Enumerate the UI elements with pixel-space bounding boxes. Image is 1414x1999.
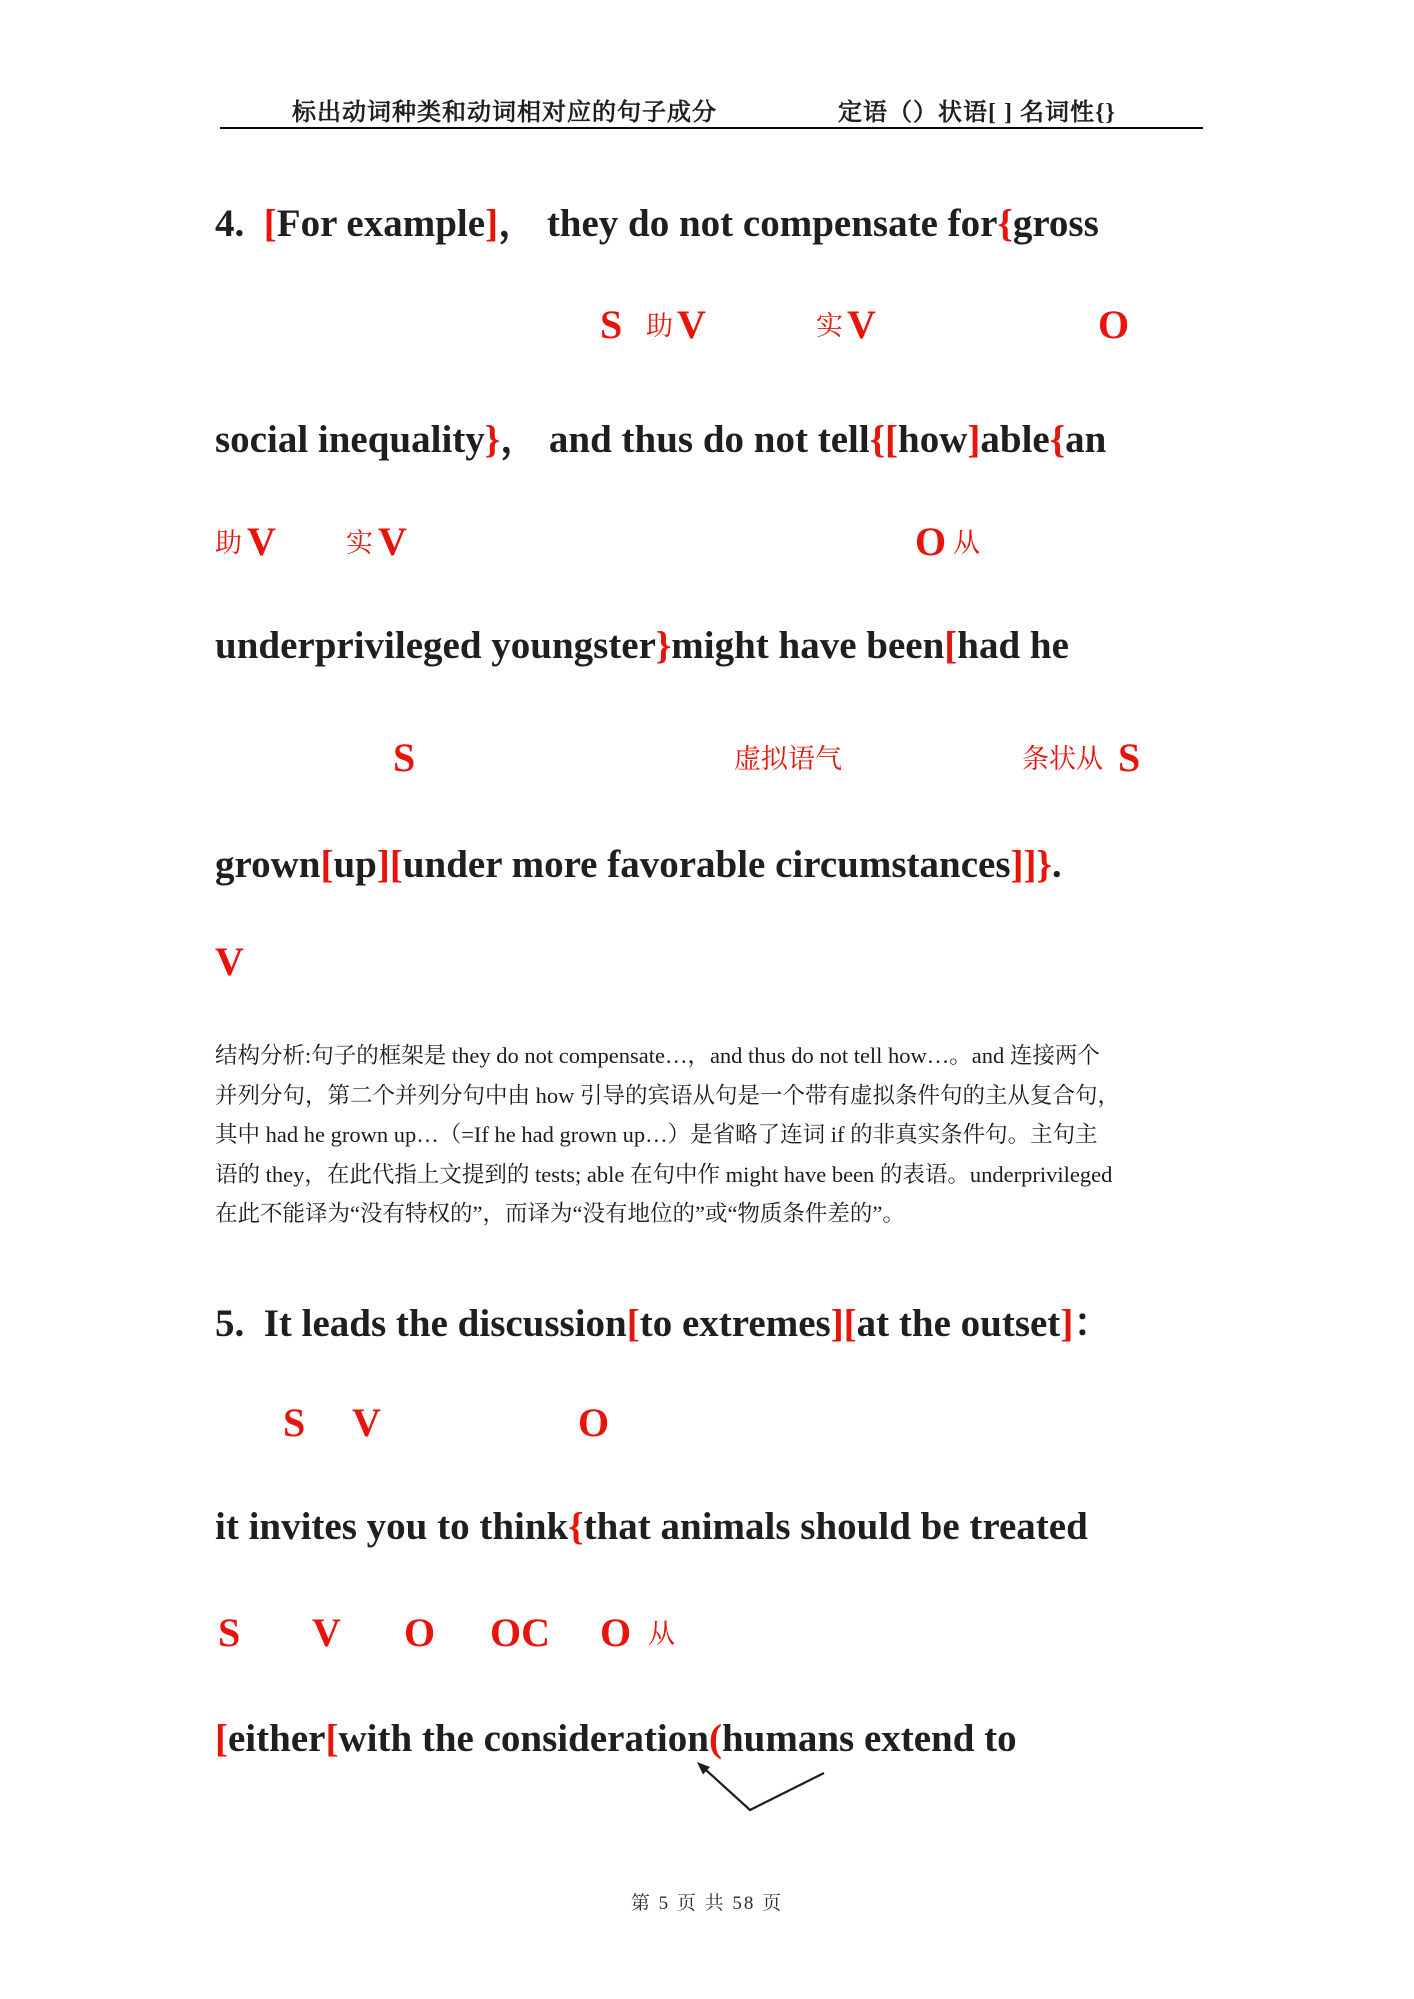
annotation-row-4: [0, 937, 1414, 985]
page-footer: 第 5 页 共 58 页: [630, 1893, 784, 1914]
grammar-label: 助: [215, 528, 242, 558]
grammar-label: O: [600, 1610, 632, 1655]
analysis-line: 语的 they，在此代指上文提到的 tests; able 在句中作 might have been 的表语。underprivileged: [215, 1161, 1113, 1187]
annotation-row-1: [0, 300, 1414, 348]
sentence-text: at the outset: [856, 1302, 1061, 1345]
bracket-mark: [: [626, 1302, 640, 1345]
sentence-text: grown: [215, 843, 321, 886]
grammar-label: O: [1098, 302, 1130, 347]
sentence-text: 5. It leads the discussion: [215, 1302, 627, 1345]
sentence-text: able: [980, 418, 1050, 461]
bracket-mark: ][: [830, 1302, 857, 1345]
sentence-4-line-2: [215, 408, 1106, 464]
header-rule: [220, 127, 1203, 129]
bracket-mark: ]: [1060, 1302, 1074, 1345]
annotation-row-2: [0, 517, 1414, 565]
bracket-mark: [: [944, 624, 958, 667]
sentence-text: up: [333, 843, 377, 886]
bracket-mark: ]: [485, 202, 499, 245]
grammar-label: 条状从: [1022, 744, 1103, 774]
annotation-row-3: [0, 733, 1414, 781]
bracket-mark: ]: [967, 418, 981, 461]
grammar-label: V: [312, 1610, 341, 1655]
sentence-text: social inequality: [215, 418, 485, 461]
bracket-mark: [: [320, 843, 334, 886]
grammar-label: 虚拟语气: [734, 744, 842, 774]
grammar-label: V: [378, 519, 407, 564]
grammar-label: 实: [816, 311, 843, 341]
sentence-text: under more favorable circumstances: [402, 843, 1011, 886]
analysis-line: 在此不能译为“没有特权的”，而译为“没有地位的”或“物质条件差的”。: [215, 1201, 905, 1226]
header-right-legend: 定语（）状语[ ] 名词性{}: [838, 100, 1116, 126]
bracket-mark: [: [325, 1717, 339, 1760]
grammar-label: OC: [490, 1610, 550, 1655]
analysis-paragraph: [215, 1036, 1215, 1234]
grammar-label: O: [578, 1400, 610, 1445]
annotation-row-6: [0, 1608, 1414, 1656]
sentence-text: an: [1065, 418, 1107, 461]
grammar-label: S: [600, 302, 623, 347]
bracket-mark: {: [1049, 418, 1066, 461]
grammar-label: S: [283, 1400, 306, 1445]
sentence-text: might have been: [671, 624, 945, 667]
sentence-text: 4.: [215, 202, 264, 245]
sentence-text: either: [228, 1717, 326, 1760]
sentence-5-line-1: [215, 1292, 1112, 1348]
sentence-text: gross: [1012, 202, 1099, 245]
analysis-line: 其中 had he grown up…（=If he had grown up…）是省略了连词 if 的非真实条件句。主句主: [215, 1122, 1098, 1147]
sentence-text: how: [898, 418, 968, 461]
grammar-label: 从: [648, 1619, 675, 1649]
sentence-5-line-3: [215, 1716, 1017, 1761]
sentence-text: ：: [1073, 1302, 1113, 1345]
sentence-text: had he: [957, 624, 1069, 667]
sentence-4-line-3: [215, 623, 1069, 668]
sentence-text: ， they do not compensate for: [498, 202, 998, 245]
sentence-text: that animals should be treated: [583, 1505, 1088, 1548]
sentence-text: with the consideration: [338, 1717, 709, 1760]
grammar-label: 助: [646, 311, 673, 341]
bracket-mark: {: [568, 1505, 584, 1548]
sentence-4-line-1: [215, 192, 1099, 248]
grammar-label: S: [393, 735, 416, 780]
analysis-line: 并列分句，第二个并列分句中由 how 引导的宾语从句是一个带有虚拟条件句的主从复合句，: [215, 1082, 1121, 1108]
grammar-label: O: [404, 1610, 436, 1655]
grammar-label: V: [847, 302, 876, 347]
grammar-label: S: [218, 1610, 241, 1655]
sentence-text: it invites you to think: [215, 1505, 569, 1548]
grammar-label: V: [677, 302, 706, 347]
grammar-label: V: [215, 939, 244, 984]
bracket-mark: {[: [869, 418, 899, 461]
sentence-text: ， and thus do not tell: [500, 418, 870, 461]
sentence-5-line-2: [215, 1504, 1088, 1549]
sentence-text: For example: [276, 202, 486, 245]
sentence-text: underprivileged youngster: [215, 624, 656, 667]
grammar-label: S: [1118, 735, 1141, 780]
bracket-mark: }: [655, 624, 672, 667]
annotation-row-5: [0, 1398, 1414, 1446]
sentence-4-line-4: [215, 842, 1062, 887]
sentence-text: to extremes: [639, 1302, 831, 1345]
bracket-mark: {: [997, 202, 1013, 245]
analysis-line: 结构分析:句子的框架是 they do not compensate…，and thus do not tell how…。and 连接两个: [215, 1043, 1100, 1068]
grammar-label: V: [247, 519, 276, 564]
bracket-mark: }: [484, 418, 501, 461]
grammar-label: O: [915, 519, 947, 564]
header-left-title: 标出动词种类和动词相对应的句子成分: [292, 100, 717, 126]
bracket-mark: [: [215, 1717, 228, 1760]
bracket-mark: [: [263, 202, 277, 245]
grammar-label: 从: [953, 528, 980, 558]
grammar-label: 实: [346, 528, 373, 558]
sentence-text: .: [1051, 843, 1062, 886]
bracket-mark: ]]}: [1010, 843, 1052, 886]
bracket-mark: (: [708, 1717, 722, 1760]
bracket-mark: ][: [376, 843, 403, 886]
annotation-arrow: [680, 1753, 850, 1823]
sentence-text: humans extend to: [721, 1717, 1017, 1760]
grammar-label: V: [352, 1400, 381, 1445]
